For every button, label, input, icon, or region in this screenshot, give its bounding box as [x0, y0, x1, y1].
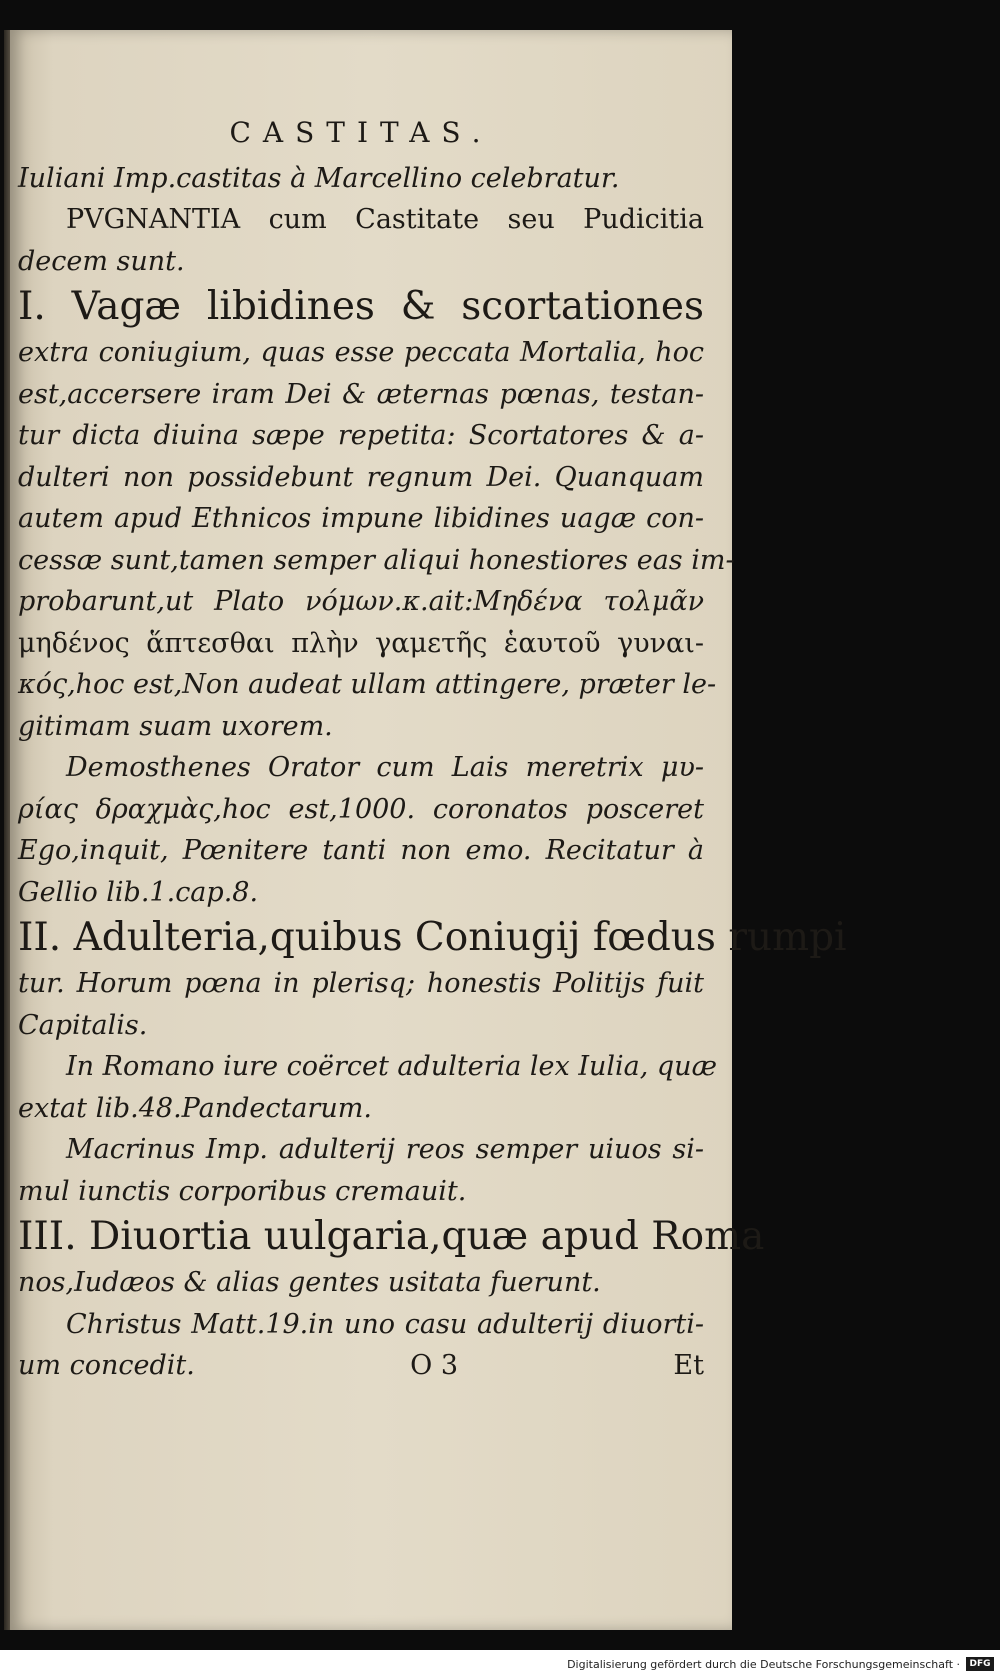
text-line: tur. Horum pœna in plerisq; honestis Politijs fuit	[18, 968, 704, 999]
section-heading: III. Diuortia uulgaria,quæ apud Roma	[18, 1214, 765, 1259]
text-line: Ego,inquit, Pœnitere tanti non emo. Recitatur à	[18, 835, 704, 866]
text-line: Christus Matt.19.in uno casu adulterij diuorti-	[66, 1308, 704, 1340]
last-line-text: um concedit.	[18, 1350, 195, 1381]
text-line: dulteri non possidebunt regnum Dei. Quanquam	[18, 461, 704, 493]
text-line: PVGNANTIA cum Castitate seu Pudicitia	[66, 204, 704, 235]
text-line: κός,hoc est,Non audeat ullam attingere, præter le-	[18, 669, 717, 700]
page-text	[18, 112, 847, 1387]
text-line: cessæ sunt,tamen semper aliqui honestiores eas im-	[18, 544, 735, 576]
section-heading: II. Adulteria,quibus Coniugij fœdus rumpi	[18, 915, 847, 960]
running-header: CASTITAS.	[229, 116, 493, 149]
text-line: decem sunt.	[18, 245, 185, 277]
footer-bar	[0, 1654, 1000, 1678]
text-line: Macrinus Imp. adulterij reos semper uiuos si-	[66, 1134, 704, 1165]
funding-credit: Digitalisierung gefördert durch die Deutsche Forschungsgemeinschaft ·	[567, 1658, 960, 1671]
greek-line: μηδένος ἅπτεσθαι πλὴν γαμετῆς ἑαυτοῦ γυναι-	[18, 627, 704, 659]
text-line: Gellio lib.1.cap.8.	[18, 876, 259, 908]
text-line: Demosthenes Orator cum Lais meretrix μυ-	[66, 752, 704, 783]
text-line: tur dicta diuina sæpe repetita: Scortatores & a-	[18, 420, 704, 451]
catchword: Et	[673, 1350, 704, 1381]
last-line	[18, 1345, 704, 1387]
text-line: extat lib.48.Pandectarum.	[18, 1092, 372, 1124]
text-line: Capitalis.	[18, 1009, 148, 1041]
signature-mark: O 3	[410, 1350, 459, 1381]
text-line: Iuliani Imp.castitas à Marcellino celebratur.	[18, 162, 620, 194]
text-line: extra coniugium, quas esse peccata Mortalia, hoc	[18, 337, 704, 368]
text-line: In Romano iure coërcet adulteria lex Iulia, quæ	[66, 1051, 717, 1082]
text-line: ρίας δραχμὰς,hoc est,1000. coronatos posceret	[18, 793, 704, 825]
text-line: est,accersere iram Dei & æternas pœnas, testan-	[18, 378, 704, 410]
text-line: probarunt,ut Plato νόμων.κ.ait:Μηδένα τολμᾶν	[18, 586, 704, 617]
text-line: nos,Iudæos & alias gentes usitata fuerunt.	[18, 1267, 601, 1298]
text-line: mul iunctis corporibus cremauit.	[18, 1175, 467, 1207]
dfg-logo: DFG	[966, 1657, 994, 1671]
text-line: autem apud Ethnicos impune libidines uagæ con-	[18, 503, 704, 534]
text-line: gitimam suam uxorem.	[18, 710, 333, 742]
section-heading: I. Vagæ libidines & scortationes	[18, 284, 704, 329]
